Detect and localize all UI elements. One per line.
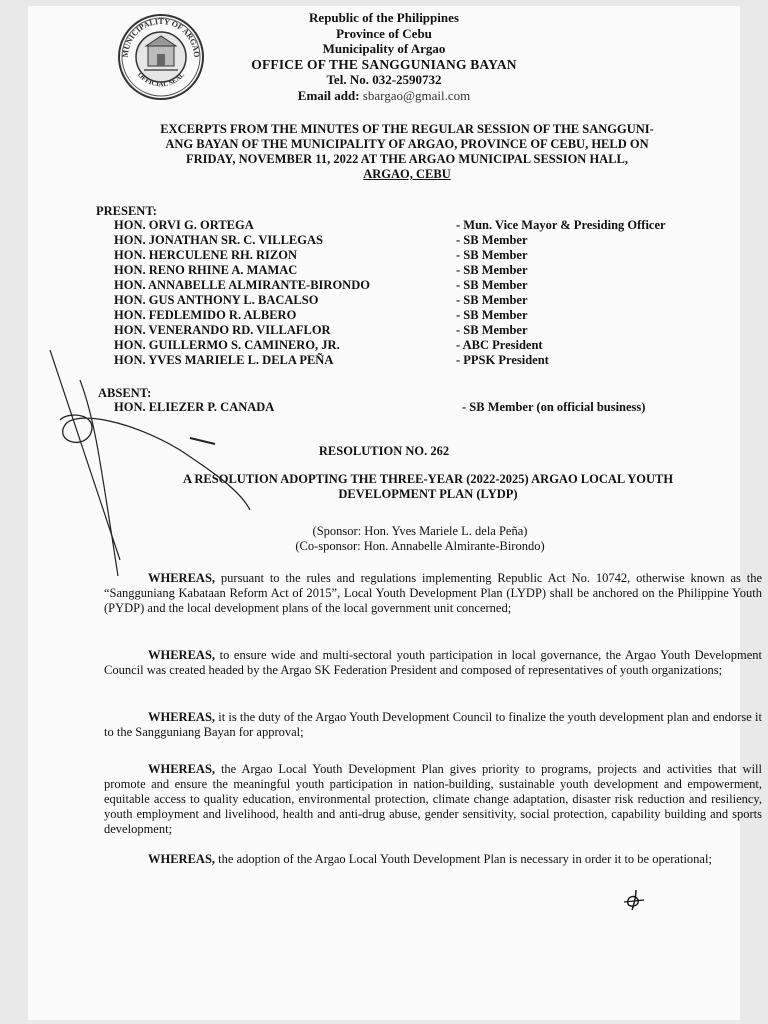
attendee-name: HON. FEDLEMIDO R. ALBERO bbox=[114, 308, 297, 322]
attendee-row bbox=[114, 323, 734, 338]
whereas-text: to ensure wide and multi-sectoral youth participation in local governance, the Argao Youth Development Council was created headed by the Argao SK Federation President and composed of representatives of youth organizations; bbox=[104, 648, 762, 677]
attendee-row bbox=[114, 278, 734, 293]
whereas-clause bbox=[104, 710, 762, 740]
email-value: sbargao@gmail.com bbox=[362, 87, 471, 103]
initial-mark bbox=[622, 888, 646, 912]
attendee-role: - Mun. Vice Mayor & Presiding Officer bbox=[456, 218, 666, 232]
attendee-name: HON. ORVI G. ORTEGA bbox=[114, 218, 254, 232]
attendee-role: - ABC President bbox=[456, 338, 543, 352]
cosponsor-line: (Co-sponsor: Hon. Annabelle Almirante-Birondo) bbox=[295, 539, 545, 553]
absentee-name: HON. ELIEZER P. CANADA bbox=[114, 400, 275, 414]
letterhead bbox=[0, 10, 768, 103]
attendee-role: - SB Member bbox=[456, 293, 528, 307]
attendee-role: - SB Member bbox=[456, 248, 528, 262]
attendee-name: HON. HERCULENE RH. RIZON bbox=[114, 248, 298, 262]
minutes-heading-line2: ANG BAYAN OF THE MUNICIPALITY OF ARGAO, PROVINCE OF CEBU, HELD ON bbox=[165, 137, 649, 151]
present-label: PRESENT: bbox=[96, 204, 157, 218]
whereas-lead: WHEREAS, bbox=[148, 648, 216, 662]
whereas-text: it is the duty of the Argao Youth Development Council to finalize the youth development plan and endorse it to the Sangguniang Bayan for approval; bbox=[104, 710, 762, 739]
resolution-number: RESOLUTION NO. 262 bbox=[318, 444, 450, 458]
resolution-title-line1: A RESOLUTION ADOPTING THE THREE-YEAR (2022-2025) ARGAO LOCAL YOUTH bbox=[182, 472, 674, 486]
letterhead-province: Province of Cebu bbox=[336, 25, 432, 41]
whereas-clause bbox=[104, 762, 762, 837]
attendee-role: - PPSK President bbox=[456, 353, 549, 367]
absentee-role: - SB Member (on official business) bbox=[462, 400, 646, 414]
letterhead-municipality: Municipality of Argao bbox=[322, 41, 446, 56]
minutes-heading-line4: ARGAO, CEBU bbox=[363, 167, 451, 181]
whereas-lead: WHEREAS, bbox=[148, 710, 216, 724]
attendee-row bbox=[114, 233, 734, 248]
attendee-role: - SB Member bbox=[456, 323, 528, 337]
attendee-name: HON. RENO RHINE A. MAMAC bbox=[114, 263, 298, 277]
email-label: Email add: bbox=[297, 87, 360, 103]
whereas-clause bbox=[104, 852, 762, 867]
attendee-name: HON. JONATHAN SR. C. VILLEGAS bbox=[114, 233, 323, 247]
letterhead-tel: Tel. No. 032-2590732 bbox=[326, 72, 442, 87]
sponsor-line: (Sponsor: Hon. Yves Mariele L. dela Peña) bbox=[312, 524, 528, 538]
whereas-text: pursuant to the rules and regulations implementing Republic Act No. 10742, otherwise known as the “Sangguniang Kabataan Reform Act of 2015”, Local Youth Development Plan (LYDP) shall be anchored on the Philippine Youth (PYDP) and the local development plans of the local government unit concerned; bbox=[104, 571, 762, 615]
whereas-text: the Argao Local Youth Development Plan gives priority to programs, projects and activities that will promote and ensure the meaningful youth participation in nation-building, sustainable youth development and empowerment, equitable access to quality education, environmental protection, climate change adaptation, disaster risk reduction and resiliency, youth employment and livelihood, health and anti-drug abuse, gender sensitivity, social protection, capability building and sports development; bbox=[104, 762, 762, 836]
whereas-text: the adoption of the Argao Local Youth Development Plan is necessary in order it to be operational; bbox=[215, 852, 712, 866]
letterhead-office: OFFICE OF THE SANGGUNIANG BAYAN bbox=[251, 56, 517, 72]
attendee-row bbox=[114, 218, 734, 233]
attendee-role: - SB Member bbox=[456, 278, 528, 292]
seal-ring-text-top: MUNICIPALITY OF ARGAO bbox=[120, 16, 202, 58]
handwritten-signature bbox=[40, 340, 270, 580]
seal-ring-text-bottom: OFFICIAL SEAL bbox=[135, 70, 187, 89]
attendee-role: - SB Member bbox=[456, 263, 528, 277]
whereas-clause bbox=[104, 648, 762, 678]
letterhead-email bbox=[0, 88, 768, 104]
attendee-name: HON. ANNABELLE ALMIRANTE-BIRONDO bbox=[114, 278, 370, 292]
absent-label: ABSENT: bbox=[98, 386, 152, 400]
attendee-name: HON. YVES MARIELE L. DELA PEÑA bbox=[114, 353, 334, 367]
attendee-name: HON. GUS ANTHONY L. BACALSO bbox=[114, 293, 319, 307]
whereas-lead: WHEREAS, bbox=[148, 571, 216, 585]
whereas-lead: WHEREAS, bbox=[148, 852, 216, 866]
minutes-heading bbox=[100, 122, 714, 182]
attendee-role: - SB Member bbox=[456, 308, 528, 322]
resolution-title-line2: DEVELOPMENT PLAN (LYDP) bbox=[338, 487, 518, 501]
attendee-name: HON. GUILLERMO S. CAMINERO, JR. bbox=[114, 338, 340, 352]
attendee-row bbox=[114, 263, 734, 278]
letterhead-republic: Republic of the Philippines bbox=[309, 10, 459, 25]
whereas-lead: WHEREAS, bbox=[148, 762, 216, 776]
attendee-row bbox=[114, 248, 734, 263]
attendee-name: HON. VENERANDO RD. VILLAFLOR bbox=[114, 323, 331, 337]
attendee-row bbox=[114, 293, 734, 308]
attendee-row bbox=[114, 308, 734, 323]
minutes-heading-line3: FRIDAY, NOVEMBER 11, 2022 AT THE ARGAO MUNICIPAL SESSION HALL, bbox=[186, 152, 628, 166]
attendee-role: - SB Member bbox=[456, 233, 528, 247]
minutes-heading-line1: EXCERPTS FROM THE MINUTES OF THE REGULAR SESSION OF THE SANGGUNI- bbox=[160, 122, 654, 136]
